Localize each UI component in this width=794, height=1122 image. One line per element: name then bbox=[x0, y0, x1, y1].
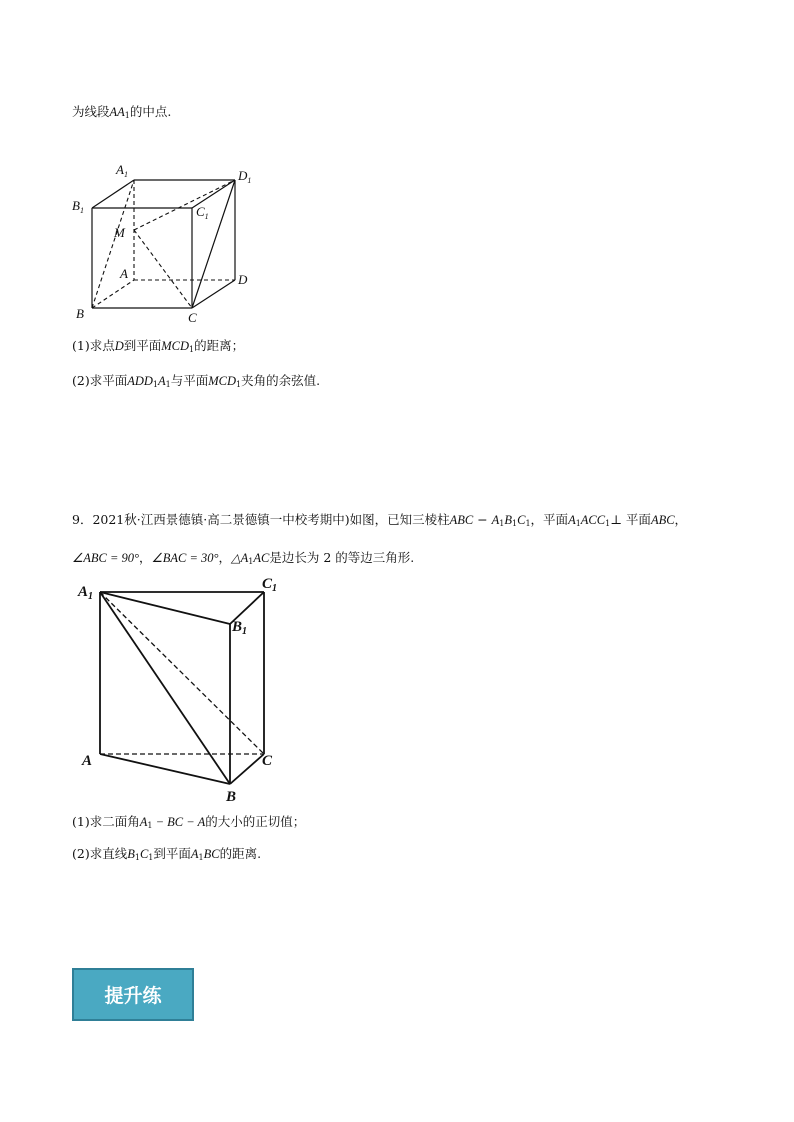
q9-stem-line2: ∠ABC = 90°，∠BAC = 30°，$\triangle A_1AC$是边长为 2 的等边三角形. bbox=[72, 550, 415, 566]
label2-c1: $C_1$ bbox=[262, 576, 278, 594]
label2-c: C bbox=[262, 753, 273, 769]
label-b: B bbox=[76, 306, 84, 321]
label-d1: $D_1$ bbox=[238, 168, 252, 185]
label-c: C bbox=[188, 310, 197, 325]
q9-part1: (1)求二面角$A_1$ − BC − A的大小的正切值； bbox=[72, 814, 306, 830]
q9-stem-line1: 9．2021秋·江西景德镇·高二景德镇一中校考期中)如图，已知三棱柱ABC − $A_1B_1C_1$，平面$A_1ACC_1\perp$ 平面ABC， bbox=[72, 512, 688, 528]
label2-b: B bbox=[226, 789, 237, 805]
prism-figure bbox=[76, 572, 296, 808]
label-a: A bbox=[120, 266, 128, 281]
label-d: D bbox=[238, 272, 248, 287]
section-banner bbox=[72, 968, 194, 1021]
label2-a1: $A_1$ bbox=[78, 584, 94, 602]
label2-a: A bbox=[82, 753, 93, 769]
q8-part1: (1)求点D到平面$MCD_1$的距离； bbox=[72, 338, 245, 354]
cube-figure bbox=[70, 160, 270, 330]
label-a1: $A_1$ bbox=[116, 162, 128, 179]
label2-b1: $B_1$ bbox=[232, 619, 248, 637]
q9-part2: (2)求直线$B_1C_1$到平面$A_1BC$的距离. bbox=[72, 846, 262, 862]
q8-part2: (2)求平面$ADD_1A_1$与平面$MCD_1$夹角的余弦值. bbox=[72, 373, 321, 389]
label-b1: $B_1$ bbox=[72, 198, 84, 215]
label-m: M bbox=[114, 225, 125, 240]
label-c1: $C_1$ bbox=[196, 204, 209, 221]
section-banner-label: 提升练 bbox=[104, 985, 162, 1007]
text-top-line: 为线段$AA_1$的中点. bbox=[72, 104, 172, 120]
